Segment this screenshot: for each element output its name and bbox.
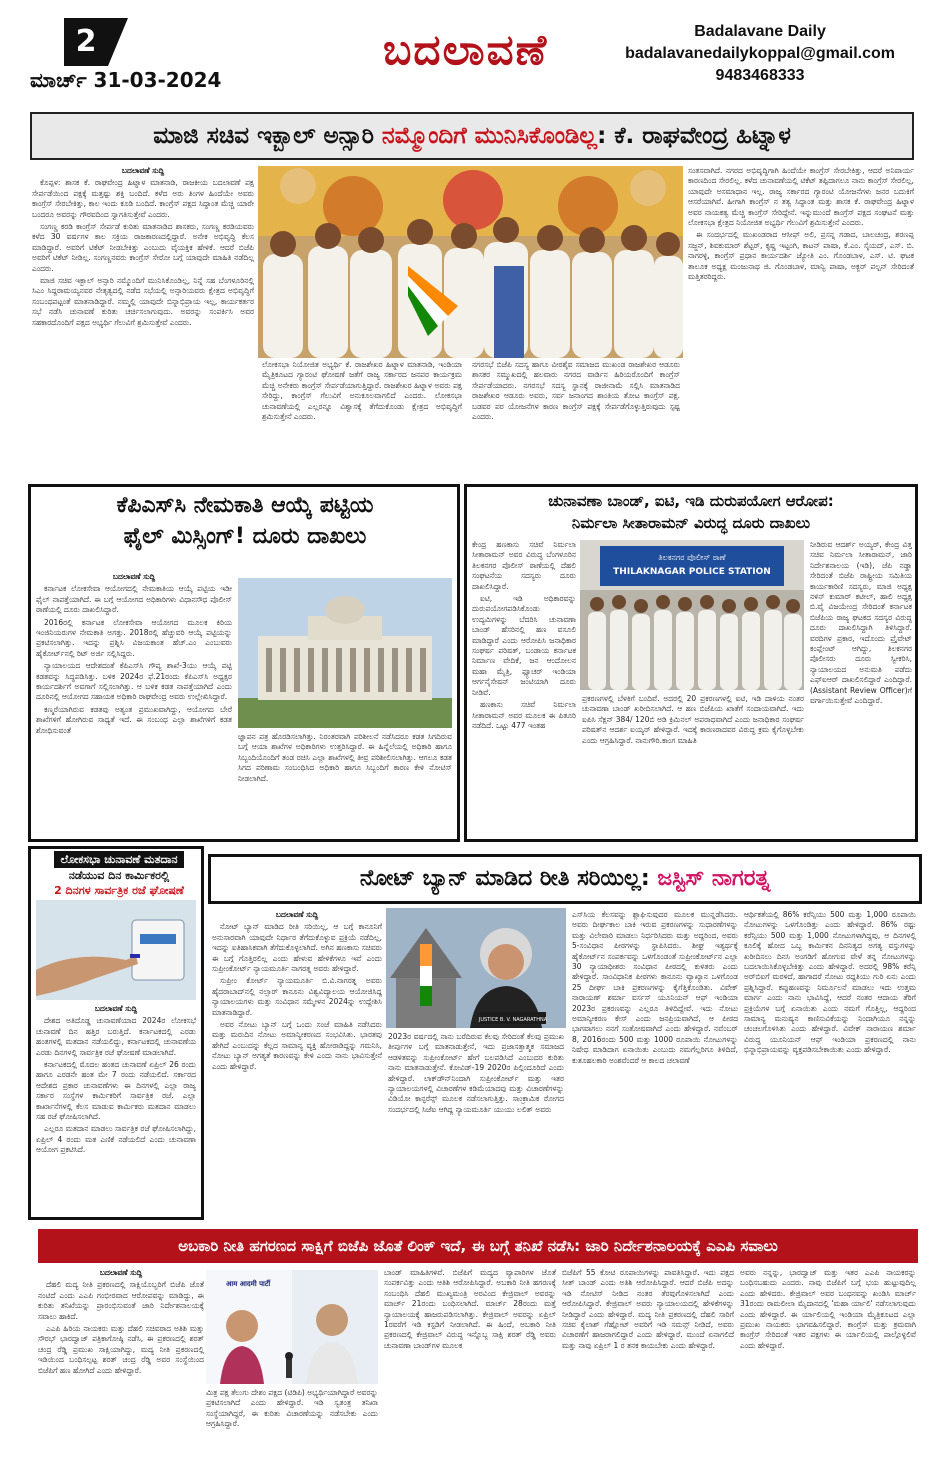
justice-nagarathna-illustration [386, 908, 566, 1028]
publication-name: Badalavane Daily [694, 23, 826, 40]
story1-headline-highlight: ನಮ್ಮೊಂದಿಗೆ ಮುನಿಸಿಕೊಂಡಿಲ್ಲ [381, 123, 598, 149]
police-station-illustration [580, 540, 804, 690]
station-sign-kannada: ತಿಲಕನಗರ ಪೊಲೀಸ್ ಠಾಣೆ [658, 553, 726, 562]
publication-info [625, 23, 895, 85]
story2-paragraph: ಕರ್ನಾಟಕ ಲೋಕಸೇವಾ ಆಯೋಗದಲ್ಲಿ ನೇಮಕಾತಿಯ ಆಯ್ಕೆ ಪಟ್ಟಿಯ ಇಡೀ ಫೈಲ್ ನಾಪತ್ತೆಯಾಗಿದೆ. ಈ ಬಗ್ಗೆ ಆಯೋಗದ ಅಧಿಕಾರಿಗಳು ವಿಧಾನಸೌಧ ಪೊಲೀಸ್ ಠಾಣೆಯಲ್ಲಿ ದೂರು ದಾಖಲಿಸಿದ್ದಾರೆ. [36, 584, 232, 615]
story1-paragraph: ಕೊಪ್ಪಳ: ಶಾಸಕ ಕೆ. ರಾಘವೇಂದ್ರ ಹಿಟ್ನಾಳ ಮಾತನಾಡಿ, ರಾಜಕೀಯ ಬದಲಾವಣೆ ಪಕ್ಷ ಸೇರ್ಪಡೆಯಿಂದ ಪಕ್ಷಕ್ಕೆ ಮತ್ತಷ್ಟು ಶಕ್ತಿ ಬಂದಿದೆ. ಕಳೆದ ಅರು ತಿಂಗಳ ಹಿಂದೆಯೇ ಅವರು ಕಾಂಗ್ರೆಸ್ ಸೇರಬೇಕಿತ್ತು, ಕಾಲ ಇಂದು ಕೂಡಿ ಬಂದಿದೆ. ಕಾಂಗ್ರೆಸ್ ಪಕ್ಷದ ಸಿದ್ಧಾಂತ ಮೆಚ್ಚಿ ಯಾರೇ ಬಂದರೂ ಅವರನ್ನು ಗೌರವದಿಂದ ಸ್ವಾಗತಿಸುತ್ತೇವೆ ಎಂದರು. [32, 178, 254, 219]
story1-group-photo [258, 166, 683, 358]
group-photo-illustration [258, 166, 683, 358]
justice-name-plate: JUSTICE B. V. NAGARATHNA [478, 1017, 548, 1023]
story1-column-1 [32, 166, 254, 468]
story2-paragraph: ಕಣ್ಮರೆಯಾಗಿರುವ ಕಡತವು ಅತ್ಯಂತ ಪ್ರಮುಖವಾಗಿದ್ದು, ಆಯೋಗದ ಬೇರೆ ಶಾಖೆಗಳಿಗೆ ಹೋಗಿರುವ ಸಾಧ್ಯತೆ ಇದೆ. ಈ ಸಂಬಂಧ ಎಲ್ಲಾ ಶಾಖೆಗಳಿಗೆ ಕಡತ ಶೋಧಿಸುವಂತೆ [36, 704, 232, 735]
story6-caption: ಮಿತ್ರ ಪಕ್ಷ ತೆಲುಗು ದೇಶಂ ಪಕ್ಷದ (ಟಿಡಿಪಿ) ಅಭ್ಯರ್ಥಿಯಾಗಿದ್ದಾರೆ ಅವರನ್ನು ಪ್ರಕಟಿಸಲಾಗಿದೆ ಎಂದು ಹೇಳಿದ್ದಾರೆ. ಇಡಿ ಸ್ವತಂತ್ರ ತನಿಖಾ ಸಂಸ್ಥೆಯಾಗಿದ್ದರೆ, ಈ ಕುರಿತು ವಿಚಾರಣೆಯನ್ನು ನಡೆಸಬೇಕು ಎಂದು ಆಗ್ರಹಿಸಿದ್ದಾರೆ. [206, 1388, 378, 1429]
vidhana-soudha-illustration [238, 578, 452, 728]
story1-paragraph: ಈ ಸಂದರ್ಭದಲ್ಲಿ ಮುಖಂಡರಾದ ಆಸೀಫ್ ಅಲಿ, ಪ್ರಸನ್ನ ಗಡಾದ, ಬಾಲಚಂದ್ರ, ಶರಣಪ್ಪ ಸಜ್ಜನ್, ಶಿವಕುಮಾರ್ ಶೆಟ್ಟರ್, ಕೃಷ್ಣ ಇಟ್ಟಂಗಿ, ಕಾಟನ್ ಪಾಷಾ, ಕೆ.ಎಂ. ಸೈಯದ್, ಎಸ್. ಬಿ. ನಾಗರಳ್ಳಿ, ಕಾಂಗ್ರೆಸ್ ಪ್ರಧಾನ ಕಾರ್ಯದರ್ಶಿ ಜ್ಯೋತಿ ಎಂ. ಗೊಂಡಬಾಳ, ಎಸ್. ಟಿ. ಘಟಕ ತಾಲೂಕ ಅಧ್ಯಕ್ಷ ಮಂಜುನಾಥ ಜಿ. ಗೊಂಡಬಾಳ, ಮಾನ್ವಿ ಪಾಷಾ, ಅಕ್ಬರ್ ಪಲ್ಟನ್ ಸೇರಿದಂತೆ ಮತ್ತಿತರರಿದ್ದರು. [688, 230, 914, 282]
story6-paragraph: ದೆಹಲಿ ಮದ್ಯ ನೀತಿ ಪ್ರಕರಣದಲ್ಲಿ ಸಾಕ್ಷಿಯೊಬ್ಬರಿಗೆ ಬಿಜೆಪಿ ಜೊತೆ ನಂಟಿದೆ ಎಂದು ಎಎಪಿ ಗಂಭೀರವಾದ ಆರೋಪವನ್ನು ಮಾಡಿದ್ದು, ಈ ಕುರಿತು ತನಿಖೆಯನ್ನು ಪ್ರಾರಂಭಿಸುವಂತೆ ಜಾರಿ ನಿರ್ದೇಶನಾಲಯಕ್ಕೆ ಸವಾಲು ಹಾಕಿದೆ. [38, 1280, 204, 1321]
story3-column-3 [810, 540, 912, 834]
story6-paragraph: ಅವರು ನನ್ನನ್ನು, ಭಾರದ್ವಾಜ್ ಮತ್ತು ಇತರ ಎಎಪಿ ನಾಯಕರನ್ನು ಬಂಧಿಸಬಹುದು ಎಂದರು. ನಾವು ಬಿಜೆಪಿಗೆ ಬಗ್ಗೆ ಭಯ ಹುಟ್ಟುವುದಿಲ್ಲ ಎಂದು ಹೇಳಿದರು. ಕೇಜ್ರಿವಾಲ್ ಅವರ ಬಂಧನವನ್ನು ಖಂಡಿಸಿ ಮಾರ್ಚ್ 31ರಂದು ರಾಮಲೀಲಾ ಮೈದಾನದಲ್ಲಿ 'ಮಹಾ ರ್ಯಾಲಿ' ನಡೆಸಲಾಗುವುದು ಎಂದು ಹೇಳಿದ್ದಾರೆ. ಈ ರ್ಯಾಲಿಯಲ್ಲಿ ಇಂಡಿಯಾ ಮೈತ್ರಿಕೂಟದ ಎಲ್ಲಾ ಪ್ರಮುಖ ನಾಯಕರು ಭಾಗವಹಿಸಲಿದ್ದಾರೆ. ಕಾಂಗ್ರೆಸ್ ಮತ್ತು ಕ್ರಮವಾಗಿ ಕಾಂಗ್ರೆಸ್ ಸೇರಿದಂತೆ ಇತರ ಪಕ್ಷಗಳು ಈ ರ್ಯಾಲಿಯಲ್ಲಿ ಪಾಲ್ಗೊಳ್ಳಲಿವೆ ಎಂದು ಹೇಳಿದ್ದಾರೆ. [740, 1268, 916, 1350]
story1-headline-prefix: ಮಾಜಿ ಸಚಿವ ಇಕ್ಬಾಲ್ ಅನ್ಸಾರಿ [153, 123, 382, 149]
story1-caption-left: ಲೋಕಸಭಾ ನಿಯೋಜಿತ ಅಭ್ಯರ್ಥಿ ಕೆ. ರಾಜಶೇಖರ ಹಿಟ್ನಾಳ ಮಾತನಾಡಿ, ಇಂಡಿಯಾ ಮೈತ್ರಿಕೂಟದ ಗ್ಯಾರಂಟಿ ಘೋಷಣೆ ಜತೆಗೆ ರಾಜ್ಯ ಸರ್ಕಾರದ ಜನಪರ ಕಾರ್ಯಕ್ರಮ ಮೆಚ್ಚಿ ಅನೇಕರು ಕಾಂಗ್ರೆಸ್ ಸೇರ್ಪಡೆಯಾಗುತ್ತಿದ್ದಾರೆ. ರಾಜಶೇಖರ ಹಿಟ್ನಾಳ ಅವರು ಪಕ್ಷ ಸೇರಿದ್ದು, ಕಾಂಗ್ರೆಸ್ ಗೆಲುವಿಗೆ ಅನುಕೂಲವಾಗಲಿದೆ ಎಂದರು. ಲೋಕಸಭಾ ಚುನಾವಣೆಯಲ್ಲಿ ಎಲ್ಲರನ್ನೂ ವಿಶ್ವಾಸಕ್ಕೆ ತೆಗೆದುಕೊಂಡು ಕ್ಷೇತ್ರದ ಅಭಿವೃದ್ಧಿಗೆ ಶ್ರಮಿಸುತ್ತೇನೆ ಎಂದರು. [262, 360, 462, 422]
publication-email[interactable]: badalavanedailykoppal@gmail.com [625, 45, 895, 62]
story6-press-meet-photo [206, 1270, 378, 1384]
story2-building-photo [238, 578, 452, 728]
story5-justice-photo [386, 908, 566, 1028]
story1-column-4 [688, 166, 914, 468]
story2-caption: ಜ್ಞಾಪನ ಪತ್ರ ಹೊರಡಿಸಲಾಗಿತ್ತು. ನಿರಂತರವಾಗಿ ಪರಿಶೀಲನೆ ನಡೆಸಿದರೂ ಕಡತ ಸಿಗದಿರುವ ಬಗ್ಗೆ ಆಯಾ ಶಾಖೆಗಳ ಅಧಿಕಾರಿಗಳು ಉತ್ತರಿಸಿದ್ದಾರೆ. ಈ ಹಿನ್ನೆಲೆಯಲ್ಲಿ ಅಧಿಕಾರಿ ಹಾಗೂ ಸಿಬ್ಬಂದಿಯೊಂದಿಗೆ ತಂಡ ರಚಿಸಿ ಎಲ್ಲಾ ಶಾಖೆಗಳಲ್ಲಿ ತೀವ್ರ ಪರಿಶೀಲಿಸಲಾಗಿತ್ತು. ಆಗಲೂ ಕಡತ ಸಿಗದ ಪರಿಣಾಮ ಸಂಬಂಧಿಸಿದ ಅಧಿಕಾರಿ ಹಾಗೂ ಸಿಬ್ಬಂದಿಗೆ ಕಾರಣ ಕೇಳಿ ನೋಟಿಸ್ ನೀಡಲಾಗಿದೆ. [238, 732, 452, 783]
story4-byline: ಬದಲಾವಣೆ ಸುದ್ದಿ [94, 1004, 138, 1013]
story4-headline-line1: ನಡೆಯುವ ದಿನ ಕಾರ್ಮಿಕರಲ್ಲಿ [68, 869, 170, 882]
story5-paragraph: 2023ರ ವರ್ಷದಲ್ಲಿ ನಾನು ಬರೆದಿರುವ ಕೆಲವು ಸೇರಿದಂತೆ ಕೆಲವು ಪ್ರಮುಖ ತೀರ್ಪುಗಳ ಬಗ್ಗೆ ಮಾತನಾಡುತ್ತೇನೆ, ಇದು ಪ್ರಜಾಸತ್ತಾತ್ಮಕ ಸಮಾಜದ ಆಡಳಿತವನ್ನು ಸುಪ್ರೀಂಕೋರ್ಟ್ ಹೇಗೆ ಬಲಪಡಿಸಿದೆ ಎಂಬುದರ ಕುರಿತು ನಾನು ಮಾತನಾಡುತ್ತೇನೆ. ಕೋವಿಡ್-19 2020ರ ಪಿಲ್ಗಿಂದೂರಿದೆ ಎಂದು ಹೇಳಿದ್ದಾರೆ. ಲಾಕ್‌ಡೌನ್‌ನಿಂದಾಗಿ ಸುಪ್ರೀಂಕೋರ್ಟ್ ಮತ್ತು ಇತರ ನ್ಯಾಯಾಲಯಗಳಲ್ಲಿ ವಿಚಾರಣೆಗಳ ಕಡಿಮೆಯಾದವು ಮತ್ತು ವಿಚಾರಣೆಗಳನ್ನು ವಿಡಿಯೋ ಕಾನ್ಫರೆನ್ಸ್ ಮೂಲಕ ನಡೆಸಲಾಗುತ್ತಿತ್ತು. ಸಾಂಕ್ರಾಮಿಕ ರೋಗದ ಸಂದರ್ಭದಲ್ಲಿ ಸಿಜೆಐ ಆಗಿದ್ದ ನ್ಯಾಯಮೂರ್ತಿ ಯುಯು ಲಲಿತ್ ಅವರು [388, 1032, 564, 1114]
story6-paragraph: ಬಿಜೆಪಿಗೆ 55 ಕೋಟಿ ರೂಪಾಯಿಗಳನ್ನು ಪಾವತಿಸಿದ್ದಾರೆ. ಇದು ಪಕ್ಷದ ಸೀತ್ ಬಾಂಡ್ ಎಂದು ಅತಿಶಿ ಆರೋಪಿಸಿದ್ದಾರೆ. ಆದರೆ ಬಿಜೆಪಿ ಅದನ್ನು ಇಡಿ ನೋಟಿಸ್ ನೀಡಿದ ನಂತರ ತೆರವುಗೊಳಿಸಲಾಗಿದೆ ಎಂದು ಆರೋಪಿಸಿದ್ದಾರೆ. ಕೇಜ್ರಿವಾಲ್ ಅವರು ನ್ಯಾಯಾಲಯದಲ್ಲಿ ಹೇಳಿಕೆಗಳನ್ನು ನೀಡಿದ್ದಾರೆ ಎಂದು ಹೇಳಿದ್ದಾರೆ. ಮದ್ಯ ನೀತಿ ಪ್ರಕರಣದಲ್ಲಿ ದೆಹಲಿ ಸಾರಿಗೆ ಸಚಿವ ಕೈಲಾಶ್ ಗೆಹ್ಲೋಟ್ ಅವರಿಗೆ ಇಡಿ ಸಮನ್ಸ್ ನೀಡಿದೆ, ಅವರು ವಿಚಾರಣೆಗೆ ಹಾಜರಾಗಲಿದ್ದಾರೆ ಎಂದು ಹೇಳಿದ್ದಾರೆ. ಮುಂದೆ ಏನಾಗಲಿದೆ ಮತ್ತು ನಾವು ಏಪ್ರಿಲ್ 1 ರ ತನಕ ಕಾಯಬೇಕು ಎಂದು ಹೇಳಿದ್ದಾರೆ. [562, 1268, 734, 1350]
aap-backdrop-text: आम आदमी पार्टी [226, 1280, 271, 1288]
story2-headline-line1: ಕೆಪಿಎಸ್‌ಸಿ ನೇಮಕಾತಿ ಆಯ್ಕೆ ಪಟ್ಟಿಯ [116, 493, 374, 518]
story3-headline-line2: ನಿರ್ಮಲಾ ಸೀತಾರಾಮನ್ ವಿರುದ್ಧ ದೂರು ದಾಖಲು [571, 514, 811, 532]
story1-headline [30, 112, 914, 160]
story4-paragraph: ಎಲ್ಲರೂ ಮತದಾನ ಮಾಡಲು ಸಾರ್ವತ್ರಿಕ ರಜೆ ಘೋಷಿಸಲಾಗಿದ್ದು, ಏಪ್ರಿಲ್ 4 ರಂದು ಮತ ಎಣಿಕೆ ನಡೆಯಲಿದೆ ಎಂದು ಚುನಾವಣಾ ಆಯೋಗ ಪ್ರಕಟಿಸಿದೆ. [36, 1124, 196, 1155]
story5-paragraph: ಎಸ್‌ಸಿಯ ಕೆಲಸವನ್ನು ಶ್ಲಾಘಿಸುವುದರ ಮೂಲಕ ಮುನ್ನಡೆಸಿದರು. ಅವರು ದೀರ್ಘಕಾಲ ಬಾಕಿ ಇರುವ ಪ್ರಕರಣಗಳನ್ನು ಸುಧಾರಣೆಗಳನ್ನು ಮತ್ತು ವಿಲೇವಾರಿ ಮಾಡಲು ನಿರ್ಧರಿಸಿದರು ಮತ್ತು ಅದ್ದರಿಂದ, ಅವರು 5-ಸಂವಿಧಾನ ಪೀಠಗಳನ್ನು ಸ್ಥಾಪಿಸಿದರು. ಶೀಘ್ರ ಇತ್ಯರ್ಥಕ್ಕೆ ಹೈಕೋರ್ಟ್‌ನ ಸಂಪರ್ಕವನ್ನು ಒಳಗೊಂಡಂತೆ ಸುಪ್ರೀಂಕೋರ್ಟ್‌ನ ಎಲ್ಲಾ 30 ನ್ಯಾಯಾಧೀಶರು ಸಂವಿಧಾನ ಪೀಠದಲ್ಲಿ ಕುಳಿತರು ಎಂದು ಹೇಳಿದ್ದಾರೆ. ಸಾಂವಿಧಾನಿಕ ಪೀಠಗಳು ಕಾನೂನು ವ್ಯಾಖ್ಯಾನ ಒಳಗೊಂಡ 25 ದೀರ್ಘ ಬಾಕಿ ಪ್ರಕರಣಗಳನ್ನು ಕೈಗೆತ್ತಿಕೊಂಡಿತು. ವಿವೇಕ್ ನಾರಾಯಣ್ ಶರ್ಮಾ ವರ್ಸಸ್ ಯೂನಿಯನ್ ಆಫ್ ಇಂಡಿಯಾ 2023ರ ಪ್ರಕರಣವನ್ನು ಎಲ್ಲರೂ ತಿಳಿದಿದ್ದೇವೆ. ಇದು ನೋಟು ಅಮಾನ್ಯೀಕರಣ ಕೇಸ್ ಎಂದು ಜನಪ್ರಿಯವಾಗಿದೆ, ಆ ಪೀಠದ ಭಾಗವಾಗಲು ನನಗೆ ಸಂತೋಷವಾಗಿದೆ ಎಂದು ಹೇಳಿದ್ದಾರೆ. ನವೆಂಬರ್ 8, 2016ರಂದು 500 ಮತ್ತು 1000 ರೂಪಾಯಿ ನೋಟುಗಳನ್ನು ನಿಷೇಧ ಮಾಡಿದಾಗ ಏನಾಯಿತು ಎಂಬುದು ನಮಗೆಲ್ಲರಿಗೂ ತಿಳಿದಿದೆ, ಕುತೂಹಲಕಾರಿ ಅಂಶವೆಂದರೆ ಆ ಕಾಲದ ಚಲಾವಣೆ [572, 910, 738, 1065]
story5-paragraph: ಅವರ ನೋಟು ಬ್ಯಾನ್ ಬಗ್ಗೆ ಒಂದು ಸಂಜೆ ಮಾಹಿತಿ ನಡೆಸಿದರು ಮತ್ತು ಮರುದಿನ ನೋಟು ಅಮಾನ್ಯೀಕರಣದ ಸಂಭವಿಸಿತು. ಭಾರತವು ಹೇಗಿದೆ ಎಂಬುದನ್ನು ಕೆಲ್ಲದ ಸಾಮಾನ್ಯ ವ್ಯಕ್ತಿ ಹೋರಾಡಿದ್ದನ್ನು ಗಮನಿಸಿ, ನೋಟು ಬ್ಯಾನ್ ಅಗತ್ಯತೆ ಕಾರಣವನ್ನು ಕೇಳಿ ಎಂದು ನಾನು ಭಾವಿಸುತ್ತೇನೆ ಎಂದು ಹೇಳಿದ್ದಾರೆ. [212, 1020, 382, 1071]
voting-finger-illustration [36, 900, 196, 1000]
page-number: 2 [75, 24, 97, 59]
publication-phone: 9483468333 [715, 67, 805, 84]
story5-headline-prefix: ನೋಟ್ ಬ್ಯಾನ್ ಮಾಡಿದ ರೀತಿ ಸರಿಯಿಲ್ಲ: [359, 866, 658, 891]
story6-byline: ಬದಲಾವಣೆ ಸುದ್ದಿ [99, 1268, 143, 1277]
story4-column [36, 1004, 196, 1214]
story2-byline: ಬದಲಾವಣೆ ಸುದ್ದಿ [112, 572, 156, 581]
story5-byline: ಬದಲಾವಣೆ ಸುದ್ದಿ [275, 910, 319, 919]
story5-column-2 [388, 1032, 564, 1212]
story4-paragraph: ದೇಶದ ಅತಿದೊಡ್ಡ ಚುನಾವಣೆಯಾದ 2024ರ ಲೋಕಸಭೆ ಚುನಾವಣೆ ದಿನ ಹತ್ತಿರ ಬರುತ್ತಿದೆ. ಕರ್ನಾಟಕದಲ್ಲಿ ಎರಡು ಹಂತಗಳಲ್ಲಿ ಮತದಾನ ನಡೆಯಲಿದ್ದು, ಕರ್ನಾಟಕದಲ್ಲಿ ಚುನಾವಣೆಯ ಎರಡು ದಿನಗಳಲ್ಲಿ ಸಾರ್ವತ್ರಿಕ ರಜೆ ಘೋಷಣೆ ಮಾಡಲಾಗಿದೆ. [36, 1016, 196, 1057]
story2-headline [36, 490, 454, 552]
story4-kicker: ಲೋಕಸಭಾ ಚುನಾವಣೆ ಮತದಾನ [54, 851, 183, 868]
story1-headline-suffix: : ಕೆ. ರಾಘವೇಂದ್ರ ಹಿಟ್ನಾಳ [597, 123, 791, 149]
story4-headline [38, 851, 200, 898]
story5-paragraph: ನೋಟ್ ಬ್ಯಾನ್ ಮಾಡಿದ ರೀತಿ ಸರಿಯಿಲ್ಲ, ಆ ಬಗ್ಗೆ ಕಾನೂನಿಗೆ ಅನುಸಾರವಾಗಿ ಯಾವುದೇ ನಿರ್ಧಾರ ತೆಗೆದುಕೊಳ್ಳುವ ಪ್ರಕ್ರಿಯೆ ನಡೆದಿಲ್ಲ, ಇದನ್ನು ಐತಿಹಾಸಿಕವಾಗಿ ತೆಗೆದುಕೊಳ್ಳಲಾಗಿದೆ. ಅಗಿನ ಹಣಕಾಸು ಸಚಿವರು ಈ ಬಗ್ಗೆ ಗೊತ್ತಿರಲಿಲ್ಲ ಎಂದು ಹೇಳುವ ಹೇಳಿಕೆಗಳೂ ಇವೆ ಎಂದು ಸುಪ್ರೀಂಕೋರ್ಟ್ ನ್ಯಾಯಮೂರ್ತಿ ನಾಗರತ್ನ ಅವರು ಹೇಳಿದ್ದಾರೆ. [212, 922, 382, 974]
story5-paragraph: ಸುಪ್ರೀಂ ಕೋರ್ಟ್ ನ್ಯಾಯಮೂರ್ತಿ ಬಿ.ವಿ.ನಾಗರತ್ನ ಅವರು ಹೈದರಾಬಾದ್‌ನಲ್ಲಿ ನಲ್ಸಾರ್ ಕಾನೂನು ವಿಶ್ವವಿದ್ಯಾಲಯ ಆಯೋಜಿಸಿದ್ದ ನ್ಯಾಯಾಲಯಗಳು ಮತ್ತು ಸಂವಿಧಾನ ಸಮ್ಮೇಳನ 2024ನ್ನು ಉದ್ದೇಶಿಸಿ ಮಾತನಾಡಿದ್ದಾರೆ. [212, 976, 382, 1017]
station-sign-english: THILAKNAGAR POLICE STATION [613, 567, 771, 577]
story1-paragraph: ಮಾಜಿ ಸಚಿವ ಇಕ್ಬಾಲ್ ಅನ್ಸಾರಿ ನಮ್ಮೊಂದಿಗೆ ಮುನಿಸಿಕೊಂಡಿಲ್ಲ, ನಿನ್ನೆ ಸಹ ಬೆಂಗಳೂರಿನಲ್ಲಿ ಸಿಎಂ ಸಿದ್ದರಾಮಯ್ಯನವರ ನೇತೃತ್ವದಲ್ಲಿ ನಡೆದ ಸಭೆಯಲ್ಲಿ ಅನ್ಸಾರಿಯವರು ಕ್ಷೇತ್ರದ ಅಭಿವೃದ್ಧಿಗೆ ಸಂಬಂಧಪಟ್ಟಂತೆ ಮಾತನಾಡಿದ್ದಾರೆ. ನಮ್ಮಲ್ಲಿ ಯಾವುದೇ ಬಿನ್ನಾಭಿಪ್ರಾಯ ಇಲ್ಲ, ಕಾರ್ಯಕರ್ತರ ಸಭೆ ನಡೆಸಿ ಚುನಾವಣೆ ಕುರಿತು ಚರ್ಚಿಸಲಾಗುವುದು. ಅವರನ್ನು ಸಂಪರ್ಕಿಸಿ ಅವರ ಸಹಕಾರದೊಂದಿಗೆ ಪಕ್ಷದ ಅಭ್ಯರ್ಥಿ ಗೆಲುವಿಗೆ ಶ್ರಮಿಸುತ್ತೇವೆ ಎಂದರು. [32, 276, 254, 327]
story6-column-1 [38, 1268, 204, 1468]
story6-column-4 [740, 1268, 916, 1468]
story2-paragraph: 2016ರಲ್ಲಿ ಕರ್ನಾಟಕ ಲೋಕಸೇವಾ ಆಯೋಗದ ಮೂಲಕ ಕಿರಿಯ ಇಂಜಿನಿಯರುಗಳ ನೇಮಕಾತಿ ಅಗತ್ತು. 2018ರಲ್ಲಿ ಹೆಚ್ಚುವರಿ ಆಯ್ಕೆ ಪಟ್ಟಿಯನ್ನು ಪ್ರಕಟಿಸಲಾಗಿತ್ತು. ಇದನ್ನು ಪ್ರಶ್ನಿಸಿ ವಿಜಯಕಾಂತ ಹೆಚ್.ಎಂ ಎಂಬುವರು ಹೈಕೋರ್ಟ್‌ನಲ್ಲಿ ರಿಟ್ ಅರ್ಜಿ ಸಲ್ಲಿಸಿದ್ದರು. [36, 617, 232, 658]
story3-column-1 [472, 540, 576, 834]
story3-column-2 [582, 694, 804, 834]
story3-police-station-photo [580, 540, 804, 690]
masthead [0, 0, 945, 104]
story6-paragraph: ಎಎಪಿ ಹಿರಿಯ ನಾಯಕರು ಮತ್ತು ದೆಹಲಿ ಸಚಿವರಾದ ಅತಿಶಿ ಮತ್ತು ಸೌರಭ್ ಭಾರದ್ವಾಜ್ ಪತ್ರಿಕಾಗೋಷ್ಠಿ ನಡೆಸಿ, ಈ ಪ್ರಕರಣದಲ್ಲಿ ಶರತ್ ಚಂದ್ರ ರೆಡ್ಡಿ ಪ್ರಮುಖ ಸಾಕ್ಷಿಯಾಗಿದ್ದು, ಮದ್ಯ ನೀತಿ ಪ್ರಕರಣದಲ್ಲಿ ಇಡಿಯಿಂದ ಬಂಧಿಸಲ್ಪಟ್ಟ ಶರತ್ ಚಂದ್ರ ರೆಡ್ಡಿ ಅವರ ಸಂಸ್ಥೆಯಿಂದ ಬಿಜೆಪಿಗೆ ಹಣ ಹೋಗಿದೆ ಎಂದು ಹೇಳಿದ್ದಾರೆ. [38, 1324, 204, 1375]
story6-headline-band: ಅಬಕಾರಿ ನೀತಿ ಹಗರಣದ ಸಾಕ್ಷಿಗೆ ಬಿಜೆಪಿ ಜೊತೆ ಲಿಂಕ್ ಇದೆ, ಈ ಬಗ್ಗೆ ತನಿಖೆ ನಡೆಸಿ: ಜಾರಿ ನಿರ್ದೇಶನಾಲಯಕ್ಕೆ ಎಎಪಿ ಸವಾಲು [38, 1229, 918, 1263]
story4-headline-line2: 2 ದಿನಗಳ ಸಾರ್ವತ್ರಿಕ ರಜೆ ಘೋಷಣೆ [54, 884, 184, 897]
story3-paragraph: ಪ್ರಕರಣಗಳಲ್ಲಿ ಬೆಳಕಿಗೆ ಬಂದಿವೆ. ಅದರಲ್ಲಿ 20 ಪ್ರಕರಣಗಳಲ್ಲಿ ಐಟಿ, ಇಡಿ ದಾಳಿಯ ನಂತರ ಚುನಾವಣಾ ಬಾಂಡ್ ಖರೀದಿಸಲಾಗಿದೆ. ಆ ಹಣ ಬಿಜೆಪಿಯ ಖಾತೆಗೆ ಸಂದಾಯವಾಗಿದೆ. ಇದು ಐಪಿಸಿ ಸೆಕ್ಷನ್ 384/ 120ಬಿ ಅಡಿ ಕ್ರಿಮಿನಲ್ ಅಪರಾಧವಾಗಿದೆ ಎಂದು ಜನಾಧಿಕಾರ ಸಂಘರ್ಷ ಪರಿಷತ್‌ನ ಆದರ್ಶ ಐಯ್ಯರ್ ಹೇಳಿದ್ದಾರೆ. ಇದಕ್ಕೆ ಕಾರಣರಾದವರ ವಿರುದ್ಧ ಕ್ರಮ ಕೈಗೊಳ್ಳಬೇಕು ಎಂದು ಆಗ್ರಹಿಸಿದ್ದಾರೆ. ನಾನುಗೌರಿ.ಕಾಂಗ ಮಾಹಿತಿ [582, 694, 804, 745]
story1-paragraph: ಸಂತಸವಾಗಿದೆ. ನಗರದ ಅಭಿವೃದ್ಧಿಗಾಗಿ ಹಿಂದೆಯೇ ಕಾಂಗ್ರೆಸ್ ಸೇರಬೇಕಿತ್ತು, ಆದರೆ ಅನಿವಾರ್ಯ ಕಾರಣದಿಂದ ಸೇರಲಿಲ್ಲ. ಕಳೆದ ಚುನಾವಣೆಯಲ್ಲಿ ಟಿಕೆಟ್ ತಪ್ಪಿದಾಗಲೂ ನಾನು ಕಾಂಗ್ರೆಸ್ ಸೇರಲಿಲ್ಲ, ಯಾವುದೇ ಅಸಮಾಧಾನ ಇಲ್ಲ. ರಾಜ್ಯ ಸರ್ಕಾರದ ಗ್ಯಾರಂಟಿ ಯೋಜನೆಗಳು ಜನರ ಬದುಕಿಗೆ ಆಸರೆಯಾಗಿವೆ. ಹೀಗಾಗಿ ಕಾಂಗ್ರೆಸ್ ನ ತತ್ವ ಸಿದ್ಧಾಂತ ಮತ್ತು ಶಾಸಕ ಕೆ. ರಾಘವೇಂದ್ರ ಹಿಟ್ನಾಳ ಅವರ ನಾಯಕತ್ವ ಮೆಚ್ಚಿ ಕಾಂಗ್ರೆಸ್ ಸೇರಿದ್ದೇನೆ. ಇನ್ನುಮುಂದೆ ಕಾಂಗ್ರೆಸ್ ಪಕ್ಷದ ಸಂಘಟನೆ ಮತ್ತು ಲೋಕಸಭಾ ಕ್ಷೇತ್ರದ ನಿಯೋಜಿತ ಅಭ್ಯರ್ಥಿ ಗೆಲುವಿಗೆ ಶ್ರಮಿಸುತ್ತೇನೆ ಎಂದರು. [688, 166, 914, 228]
story1-byline: ಬದಲಾವಣೆ ಸುದ್ದಿ [121, 166, 165, 175]
story5-headline-highlight: ಜಸ್ಟಿಸ್ ನಾಗರತ್ನ [657, 866, 771, 891]
story3-paragraph: ಕೇಂದ್ರ ಹಣಕಾಸು ಸಚಿವೆ ನಿರ್ಮಲಾ ಸೀತಾರಾಮನ್ ಅವರ ವಿರುದ್ಧ ಬೆಂಗಳೂರಿನ ತಿಲಕನಗರ ಪೊಲೀಸ್ ಠಾಣೆಯಲ್ಲಿ ದೆಹಲಿ ಸಂಘಟನೆಯ ಸದಸ್ಯರು ದೂರು ದಾಖಲಿಸಿದ್ದಾರೆ. [472, 540, 576, 591]
story5-headline [208, 854, 922, 904]
story4-paragraph: ಕರ್ನಾಟಕದಲ್ಲಿ ಮೊದಲ ಹಂತದ ಚುನಾವಣೆ ಏಪ್ರಿಲ್ 26 ರಂದು ಹಾಗೂ ಎರಡನೇ ಹಂತ ಮೇ 7 ರಂದು ನಡೆಯಲಿದೆ. ಸರ್ಕಾರದ ಆದೇಶದ ಪ್ರಕಾರ ಚುನಾವಣೆಗಳು ಈ ದಿನಗಳಲ್ಲಿ ಎಲ್ಲಾ ರಾಜ್ಯ ಸರ್ಕಾರ ಸಂಸ್ಥೆಗಳ ಕಾರ್ಮಿಕರಿಗೆ ಸಾರ್ವತ್ರಿಕ ರಜೆ. ಎಲ್ಲಾ ಕಾರ್ಖಾನೆಗಳಲ್ಲಿ ಕೆಲಸ ಮಾಡುವ ಕಾರ್ಮಿಕರು ಮತದಾನ ಮಾಡಲು ಸಹ ರಜೆ ಘೋಷಿಸಲಾಗಿದೆ. [36, 1060, 196, 1122]
story1-caption-right: ನಗರಸಭೆ ಬಿಜೆಪಿ ಸದಸ್ಯ ಹಾಗೂ ವೀರಶೈವ ಸಮಾಜದ ಮುಖಂಡ ರಾಜಶೇಖರ ಆಡೂರು ಶಾಸಕರ ಸಮ್ಮುಖದಲ್ಲಿ ಹಲವಾರು ನಗರದ ವಾರ್ಡಿನ ಹಿರಿಯರೊಂದಿಗೆ ಕಾಂಗ್ರೆಸ್ ಸೇರ್ಪಡೆಯಾದರು. ನಗರಸಭೆ ಸದಸ್ಯ ಸ್ಥಾನಕ್ಕೆ ರಾಜೀನಾಮೆ ಸಲ್ಲಿಸಿ ಮಾತನಾಡಿದ ರಾಜಶೇಖರ ಆಡೂರು ಅವರು, ಸರ್ವ ಜನಾಂಗದ ಶಾಂತಿಯ ತೋಟ ಕಾಂಗ್ರೆಸ್ ಪಕ್ಷ. ಬಡವರ ಪರ ಯೋಜನೆಗಳ ಕಾರಣ ಕಾಂಗ್ರೆಸ್ ಪಕ್ಷಕ್ಕೆ ಸೇರ್ಪಡೆಗೊಳ್ಳುತ್ತಿರುವುದು ಸ್ಪಷ್ಟ ಎಂದರು. [472, 360, 680, 422]
story5-paragraph: ಆರ್ಥಿಕತೆಯಲ್ಲಿ 86% ಕರೆನ್ಸಿಯು 500 ಮತ್ತು 1,000 ರೂಪಾಯಿ ನೋಟುಗಳನ್ನು ಒಳಗೊಂಡಿತ್ತು ಎಂದು ಹೇಳಿದ್ದಾರೆ. 86% ರಷ್ಟು ಕರೆನ್ಸಿಯು 500 ಮತ್ತು 1,000 ನೋಟುಗಳಾಗಿದ್ದವು, ಆ ದಿನಗಳಲ್ಲಿ ಕೂಲಿಕ್ಕೆ ಹೋದ ಒಬ್ಬ ಕಾರ್ಮಿಕನ ದಿನನಿತ್ಯದ ಅಗತ್ಯ ವಸ್ತುಗಳನ್ನು ಖರೀದಿಸಲು ದಿನಸಿ ಅಂಗಡಿಗೆ ಹೋಗುವ ವೇಳೆ ತನ್ನ ನೋಟುಗಳನ್ನು ಬದಲಾಯಿಸಿಕೊಳ್ಳಬೇಕಿತ್ತು ಎಂದು ಹೇಳಿದ್ದಾರೆ. ಅದರಲ್ಲಿ 98% ಕರೆನ್ಸಿ ಅರ್‌ಬಿಐಗೆ ಮರಳಿದೆ, ಹಾಗಾದರೆ ನೋಟು ರದ್ದತಿಯು ಗುರಿ ಏನು ಎಂದು ಪ್ರಶ್ನಿಸಿದ್ದಾರೆ. ಕಪ್ಪುಹಣವನ್ನು ನಿರ್ಮೂಲನೆ ಮಾಡಲು ಇದು ಉತ್ತಮ ಮಾರ್ಗ ಎಂದು ನಾನು ಭಾವಿಸಿದ್ದೆ, ಆದರೆ ನಂತರ ಆದಾಯ ತೆರಿಗೆ ಪ್ರಕ್ರಿಯೆಗಳ ಬಗ್ಗೆ ಏನಾಯಿತು ಎಂದು ನಮಗೆ ಗೊತ್ತಿಲ್ಲ, ಆದ್ದರಿಂದ ಸಾಮಾನ್ಯ ಮನುಷ್ಯನ ಕಾಣಿಸುವಿಕೆಯನ್ನು ನಿಂದಾಗಿಯೂ ನನ್ನನ್ನು ಚಂಚಲಗೊಳಿಸಿತು ಎಂದು ಹೇಳಿದ್ದಾರೆ. ವಿವೇಕ್ ನಾರಾಯಣ ಶರ್ಮಾ ವಿರುದ್ಧ ಯೂನಿಯನ್ ಆಫ್ ಇಂಡಿಯಾ ಪ್ರಕರಣದಲ್ಲಿ ನಾನು ಭಿನ್ನಾಭಿಪ್ರಾಯವನ್ನು ವ್ಯಕ್ತಪಡಿಸಬೇಕಾಯಿತು ಎಂದು ಹೇಳಿದ್ದಾರೆ. [744, 910, 916, 1055]
story4-voting-photo [36, 900, 196, 1000]
story2-column-1 [36, 572, 232, 834]
aap-press-meet-illustration [206, 1270, 378, 1384]
story3-headline [470, 490, 912, 534]
story3-paragraph: ಹಣಕಾಸು ಸಚಿವೆ ನಿರ್ಮಲಾ ಸೀತಾರಾಮನ್ ಅವರ ಮೂಲಕ ಈ ಪಿತೂರಿ ನಡೆದಿದೆ. ಒಟ್ಟು 477 ಇಂತಹ [472, 700, 576, 730]
story5-column-1 [212, 910, 382, 1212]
story2-headline-line2: ಫೈಲ್ ಮಿಸ್ಸಿಂಗ್! ದೂರು ದಾಖಲು [123, 524, 367, 549]
newspaper-logo: ಬದಲಾವಣೆ [383, 25, 549, 74]
story2-paragraph: ನ್ಯಾಯಾಲಯದ ಆದೇಶದಂತೆ ಕೆಪಿಎಸ್‌ಸಿ ಗೌಪ್ಯ ಶಾಖೆ-3ಯು ಆಯ್ಕೆ ಪಟ್ಟಿ ಕಡತವನ್ನು ಸಿದ್ಧಪಡಿಸಿತ್ತು. ಬಳಿಕ 2024ರ ಫೆ.21ರಂದು ಕೆಪಿಎಸ್‌ಸಿ ಅಧ್ಯಕ್ಷರ ಕಾರ್ಯದರ್ಶಿಗೆ ಅವಗಾಗೆ ಸಲ್ಲಿಸಲಾಗಿತ್ತು. ಆ ಬಳಿಕ ಕಡತ ನಾಪತ್ತೆಯಾಗಿದೆ ಎಂದು ದೂರಿನಲ್ಲಿ ಆಯೋಗದ ಸಹಾಯಕ ಅಧಿಕಾರಿ ರಾಘವೇಂದ್ರ ಅವರು ಉಲ್ಲೇಖಿಸಿದ್ದಾರೆ. [36, 661, 232, 702]
story3-headline-line1: ಚುನಾವಣಾ ಬಾಂಡ್, ಐಟಿ, ಇಡಿ ದುರುಪಯೋಗ ಆರೋಪ: [548, 492, 834, 510]
story6-column-3 [562, 1268, 734, 1468]
story1-paragraph: ಸಂಗಣ್ಣ ಕರಡಿ ಕಾಂಗ್ರೆಸ್ ಸೇರ್ಪಡೆ ಕುರಿತು ಮಾತನಾಡಿದ ಶಾಸಕರು, ಸಂಗಣ್ಣ ಕರಡಿಯವರು ಕಳೆದ 30 ವರ್ಷಗಳ ಕಾಲ ಸಕ್ರಿಯ ರಾಜಕಾರಣದಲ್ಲಿದ್ದಾರೆ. ಅನೇಕ ಅಭಿವೃದ್ಧಿ ಕೆಲಸ ಮಾಡಿದ್ದಾರೆ. ಅವರಿಗೆ ಟಿಕೆಟ್ ನೀಡಬೇಕಿತ್ತು ಎಂಬುದು ವೈಯಕ್ತಿಕ ಹೇಳಿಕೆ. ಆದರೆ ಬಿಜೆಪಿ ಅವರಿಗೆ ಟಿಕೆಟ್ ನೀಡಿಲ್ಲ. ಸಂಗಣ್ಣನವರು ಕಾಂಗ್ರೆಸ್ ಸೇರೋ ಬಗ್ಗೆ ಯಾವುದೇ ಮಾಹಿತಿ ನಡೆದಿಲ್ಲ ಎಂದರು. [32, 222, 254, 273]
story6-paragraph: ಬಾಂಡ್ ಮಾಹಿತಿಗಳಿವೆ. ಬಿಜೆಪಿಗೆ ಮದ್ಯದ ವ್ಯಾಪಾರಿಗಳ ಜೊತೆ ಸಂಪರ್ಕವಿತ್ತು ಎಂದು ಆತಿಶಿ ಆರೋಪಿಸಿದ್ದಾರೆ. ಅಬಕಾರಿ ನೀತಿ ಹಗರಣಕ್ಕೆ ಸಂಬಂಧಿಸಿ ದೆಹಲಿ ಮುಖ್ಯಮಂತ್ರಿ ಅರವಿಂದ ಕೇಜ್ರಿವಾಲ್ ಅವರನ್ನು ಮಾರ್ಚ್ 21ರಂದು ಬಂಧಿಸಲಾಗಿದೆ. ಮಾರ್ಚ್ 28ರಂದು ಮತ್ತೆ ನ್ಯಾಯಾಲಯಕ್ಕೆ ಹಾಜರುಪಡಿಸಲಾಗಿತ್ತು. ಕೇಜ್ರಿವಾಲ್ ಅವರನ್ನು ಏಪ್ರಿಲ್ 1ರವರೆಗೆ ಇಡಿ ಕಸ್ಟಡಿಗೆ ನೀಡಲಾಗಿದೆ. ಈ ಹಿಂದೆ, ಅಬಕಾರಿ ನೀತಿ ಪ್ರಕರಣದಲ್ಲಿ ಕೇಜ್ರಿವಾಲ್ ವಿರುದ್ಧ ಇನ್ನೊಬ್ಬ ಸಾಕ್ಷಿ ಶರತ್ ರೆಡ್ಡಿ ಅವರು ಚುನಾವಣಾ ಬಾಂಡ್‌ಗಳ ಮೂಲಕ [384, 1268, 556, 1350]
story3-paragraph: ಐಟಿ, ಇಡಿ ಅಧಿಕಾರವನ್ನು ದುರುಪಯೋಗಪಡಿಸಿಕೊಂಡು ಉದ್ಯಮಿಗಳನ್ನು ಬೆದರಿಸಿ ಚುನಾವಣಾ ಬಾಂಡ್ ಹೆಸರಿನಲ್ಲಿ ಹಣ ವಸೂಲಿ ಮಾಡಿದ್ದಾರೆ ಎಂದು ಆರೋಪಿಸಿ ಜನಾಧಿಕಾರ ಸಂಘರ್ಷ ಪರಿಷತ್, ಬಂಡಾಯ ಕರ್ನಾಟಕ ನಿರ್ಮಾಣ ವೇದಿಕೆ, ಜನ ಆಂದೋಲನ ಮಹಾ ಮೈತ್ರಿ, ಫ್ಯೂಚರ್ ಇಂಡಿಯಾ ಆರ್ಗನೈಸೇಷನ್ ಜಂಟಿಯಾಗಿ ದೂರು ನೀಡಿವೆ. [472, 594, 576, 697]
story5-column-4 [744, 910, 916, 1212]
page-number-badge [64, 18, 128, 66]
issue-date: ಮಾರ್ಚ್ 31-03-2024 [30, 68, 222, 92]
story6-column-2 [384, 1268, 556, 1468]
story3-paragraph: ನೀಡಿರುವ ಆದರ್ಶ್ ಅಯ್ಯರ್, ಕೇಂದ್ರ ವಿತ್ತ ಸಚಿವ ನಿರ್ಮಲಾ ಸೀತಾರಾಮನ್, ಜಾರಿ ನಿರ್ದೇಶನಾಲಯ (ಇಡಿ), ಜೆಪಿ ನಡ್ಡಾ ಸೇರಿದಂತೆ ಬಿಜೆಪಿ ರಾಷ್ಟ್ರೀಯ ಸಮಿತಿಯ ಕಾರ್ಯಕಾರಿಣಿ ಸದಸ್ಯರು, ಮಾಜಿ ಅಧ್ಯಕ್ಷ ನಳಿನ್ ಕುಮಾರ್ ಕಟೀಲ್, ಹಾಲಿ ಅಧ್ಯಕ್ಷ ಬಿ.ವೈ ವಿಜಯೇಂದ್ರ ಸೇರಿದಂತೆ ಕರ್ನಾಟಕ ಬಿಜೆಪಿಯ ರಾಜ್ಯ ಘಟಕದ ಸದಸ್ಯರ ವಿರುದ್ಧ ದೂರು ದಾಖಲಿಸಿದ್ದಾಗಿ ತಿಳಿಸಿದ್ದಾರೆ. ವರದಿಗಳ ಪ್ರಕಾರ, ಇದೊಂದು ಪ್ರೈವೇಟ್ ಕಂಪ್ಲೇಂಟ್ ಆಗಿದ್ದು, ತಿಲಕನಗರ ಪೊಲೀಸರು ದೂರು ಸ್ವೀಕರಿಸಿ, ನ್ಯಾಯಾಲಯದ ಅನುಮತಿ ಪಡೆದು ಎಫ್ಐಆರ್ ದಾಖಲಿಸಲಿದ್ದಾರೆ ಎಂದಿದ್ದಾರೆ. (Assistant Review Officer)ಗೆ ವರ್ಗಾಯಿಸುತ್ತೇವೆ ಎಂದಿದ್ದಾರೆ. [810, 540, 912, 706]
story5-column-3 [572, 910, 738, 1212]
